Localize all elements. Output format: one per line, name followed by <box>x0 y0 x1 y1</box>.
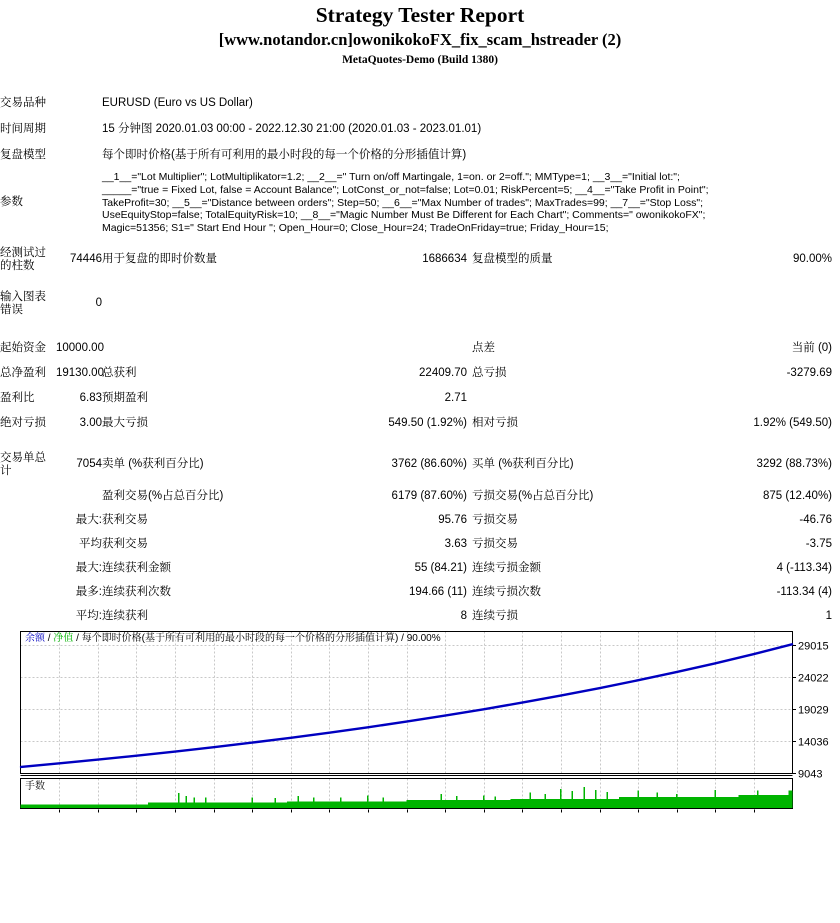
row-wide-value: 每个即时价格(基于所有可利用的最小时段的每一个价格的分形插值计算) <box>102 148 467 161</box>
report-row <box>0 386 832 411</box>
row-desc-1: 最大亏损 <box>102 416 148 429</box>
row-desc-1: 用于复盘的即时价数量 <box>102 253 217 266</box>
parameter-line: _____="true = Fixed Lot, false = Account Balance"; LotConst_or_not=false; Lot=0.01; RiskPercent=5; __4__="Take Profit in Point"; <box>102 183 709 196</box>
row-value-1: 最多: <box>75 586 102 599</box>
row-value-2: 549.50 (1.92%) <box>388 416 467 429</box>
row-value-1 <box>56 484 102 509</box>
row-desc-1: 连续获利 <box>102 610 148 623</box>
parameter-line: __1__="Lot Multiplier"; LotMultiplikator=1.2; __2__=" Turn on/off Martingale, 1=on. or 2=off."; MMType=1; __3__="Initial lot:"; <box>102 171 680 183</box>
row-value-1: 平均 <box>79 538 102 551</box>
legend-balance: 余额 <box>25 632 45 644</box>
row-wide-value: EURUSD (Euro vs US Dollar) <box>102 96 253 109</box>
row-label: 起始资金 <box>0 341 46 354</box>
report-row <box>0 557 832 581</box>
row-desc-1 <box>102 326 352 361</box>
report-row <box>0 581 832 605</box>
parameter-line: TakeProfit=30; __5__="Distance between orders"; Step=50; __6__="Max Number of trades"; MaxTrades=99; __7__="Stop Loss"; <box>102 196 704 209</box>
row-desc-1: 总获利 <box>102 366 137 379</box>
lots-label: 手数 <box>25 780 45 792</box>
row-desc-2: 亏损交易 <box>472 514 518 527</box>
report-row <box>0 90 832 116</box>
row-desc-1: 连续获利次数 <box>102 586 171 599</box>
row-desc-2: 相对亏损 <box>472 416 518 429</box>
row-parameters <box>102 168 832 238</box>
report-row <box>0 168 832 238</box>
page-title: Strategy Tester Report <box>315 3 525 27</box>
row-label: 复盘模型 <box>0 148 46 161</box>
y-axis-tick-label: 19029 <box>798 704 829 717</box>
row-desc-2: 复盘模型的质量 <box>472 253 553 266</box>
row-label: 盈利比 <box>0 391 35 404</box>
y-axis-tick-label: 24022 <box>798 672 829 685</box>
report-table <box>0 90 832 629</box>
row-desc-1 <box>102 282 352 326</box>
row-label: 交易品种 <box>0 96 46 109</box>
row-value-2 <box>352 282 467 326</box>
row-desc-1: 盈利交易(%占总百分比) <box>102 489 224 502</box>
y-axis-tick-label: 9043 <box>798 768 823 781</box>
report-row <box>0 361 832 386</box>
row-value-3: 1 <box>825 610 832 623</box>
row-value-1: 6.83 <box>79 391 102 404</box>
row-desc-2: 点差 <box>472 341 495 354</box>
expert-advisor-name: [www.notandor.cn]owonikokoFX_fix_scam_hstreader (2) <box>218 30 622 49</box>
y-axis-tick-label: 14036 <box>798 736 829 749</box>
row-label: 参数 <box>0 196 23 209</box>
row-desc-2: 亏损交易(%占总百分比) <box>472 489 594 502</box>
report-row <box>0 605 832 629</box>
report-row <box>0 238 832 282</box>
report-header <box>0 0 840 68</box>
row-value-2: 1686634 <box>422 253 467 266</box>
row-label: 绝对亏损 <box>0 416 46 429</box>
chart-legend <box>25 633 441 644</box>
row-value-3: 90.00% <box>792 253 832 266</box>
legend-separator: / <box>398 632 407 644</box>
row-label: 时间周期 <box>0 122 46 135</box>
report-row <box>0 326 832 361</box>
row-value-2: 2.71 <box>444 391 467 404</box>
row-value-3: -113.34 (4) <box>776 586 832 599</box>
row-value-2: 22409.70 <box>419 366 467 379</box>
row-desc-2: 总亏损 <box>472 366 507 379</box>
row-desc-2 <box>467 282 640 326</box>
row-label <box>0 605 56 629</box>
row-value-2: 3762 (86.60%) <box>391 458 467 471</box>
row-value-3: -46.76 <box>799 514 832 527</box>
row-desc-2: 亏损交易 <box>472 538 518 551</box>
row-value-3: 3292 (88.73%) <box>756 458 832 471</box>
report-row <box>0 142 832 168</box>
row-value-3: 4 (-113.34) <box>776 562 832 575</box>
row-desc-1: 预期盈利 <box>102 391 148 404</box>
row-desc-1: 获利交易 <box>102 538 148 551</box>
row-desc-2: 连续亏损次数 <box>472 586 541 599</box>
legend-separator: / <box>45 632 54 644</box>
report-row <box>0 411 832 436</box>
row-value-2 <box>352 326 467 361</box>
row-value-1 <box>56 168 102 238</box>
report-row <box>0 282 832 326</box>
report-row <box>0 533 832 557</box>
server-build: MetaQuotes-Demo (Build 1380) <box>342 54 498 66</box>
report-row <box>0 509 832 533</box>
balance-chart <box>0 629 836 813</box>
row-value-1: 最大: <box>75 514 102 527</box>
row-label: 输入图表错误 <box>0 290 46 316</box>
legend-separator: / <box>73 632 82 644</box>
parameter-line: UseEquityStop=false; TotalEquityRisk=10; __8__="Magic Number Must Be Different for Each Chart"; Comments=" owonikokoFX"; <box>102 209 706 222</box>
report-row <box>0 116 832 142</box>
row-value-3: -3.75 <box>805 538 832 551</box>
legend-quality: 90.00% <box>406 632 441 644</box>
parameter-line: Magic=51356; S1=" Start End Hour "; Open_Hour=0; Close_Hour=24; TradeOnFriday=true; Friday_Hour=15; <box>102 222 609 235</box>
row-label: 交易单总计 <box>0 451 46 477</box>
row-value-1: 7054 <box>76 458 102 471</box>
row-value-1: 3.00 <box>79 416 102 429</box>
row-desc-1: 连续获利金额 <box>102 562 171 575</box>
row-label <box>0 581 56 605</box>
row-value-3 <box>640 386 832 411</box>
row-value-1 <box>56 142 102 168</box>
y-axis-tick-label: 29015 <box>798 640 829 653</box>
row-label <box>0 533 56 557</box>
row-value-2: 194.66 (11) <box>409 586 467 599</box>
row-value-3: 当前 (0) <box>791 341 832 354</box>
legend-model: 每个即时价格(基于所有可利用的最小时段的每一个价格的分形插值计算) <box>81 632 399 644</box>
row-value-3 <box>640 282 832 326</box>
row-desc-1: 获利交易 <box>102 514 148 527</box>
row-value-1 <box>56 116 102 142</box>
legend-equity: 净值 <box>53 632 74 644</box>
row-value-1 <box>56 90 102 116</box>
row-desc-2: 连续亏损 <box>472 610 518 623</box>
row-value-1: 19130.00 <box>56 366 104 379</box>
row-label <box>0 557 56 581</box>
row-value-2: 6179 (87.60%) <box>391 489 467 502</box>
row-desc-2: 连续亏损金额 <box>472 562 541 575</box>
row-desc-1: 卖单 (%获利百分比) <box>102 458 204 471</box>
row-value-1: 0 <box>95 297 102 310</box>
row-value-1: 最大: <box>75 562 102 575</box>
row-value-2: 95.76 <box>438 514 467 527</box>
row-value-3: -3279.69 <box>786 366 832 379</box>
row-value-1: 平均: <box>75 610 102 623</box>
report-row <box>0 436 832 484</box>
row-desc-2: 买单 (%获利百分比) <box>472 458 574 471</box>
row-value-2: 3.63 <box>444 538 467 551</box>
row-value-3: 1.92% (549.50) <box>753 416 832 429</box>
report-row <box>0 484 832 509</box>
row-value-2: 55 (84.21) <box>414 562 467 575</box>
row-label <box>0 509 56 533</box>
row-value-1: 10000.00 <box>56 341 104 354</box>
row-label: 经测试过的柱数 <box>0 246 46 272</box>
row-label: 总净盈利 <box>0 366 46 379</box>
row-label <box>0 484 56 509</box>
row-value-1: 74446 <box>70 253 102 266</box>
row-value-2: 8 <box>460 610 467 623</box>
balance-chart-svg <box>0 629 836 813</box>
row-value-3: 875 (12.40%) <box>762 489 832 502</box>
row-desc-2 <box>467 386 640 411</box>
row-wide-value: 15 分钟图 2020.01.03 00:00 - 2022.12.30 21:00 (2020.01.03 - 2023.01.01) <box>102 122 482 135</box>
